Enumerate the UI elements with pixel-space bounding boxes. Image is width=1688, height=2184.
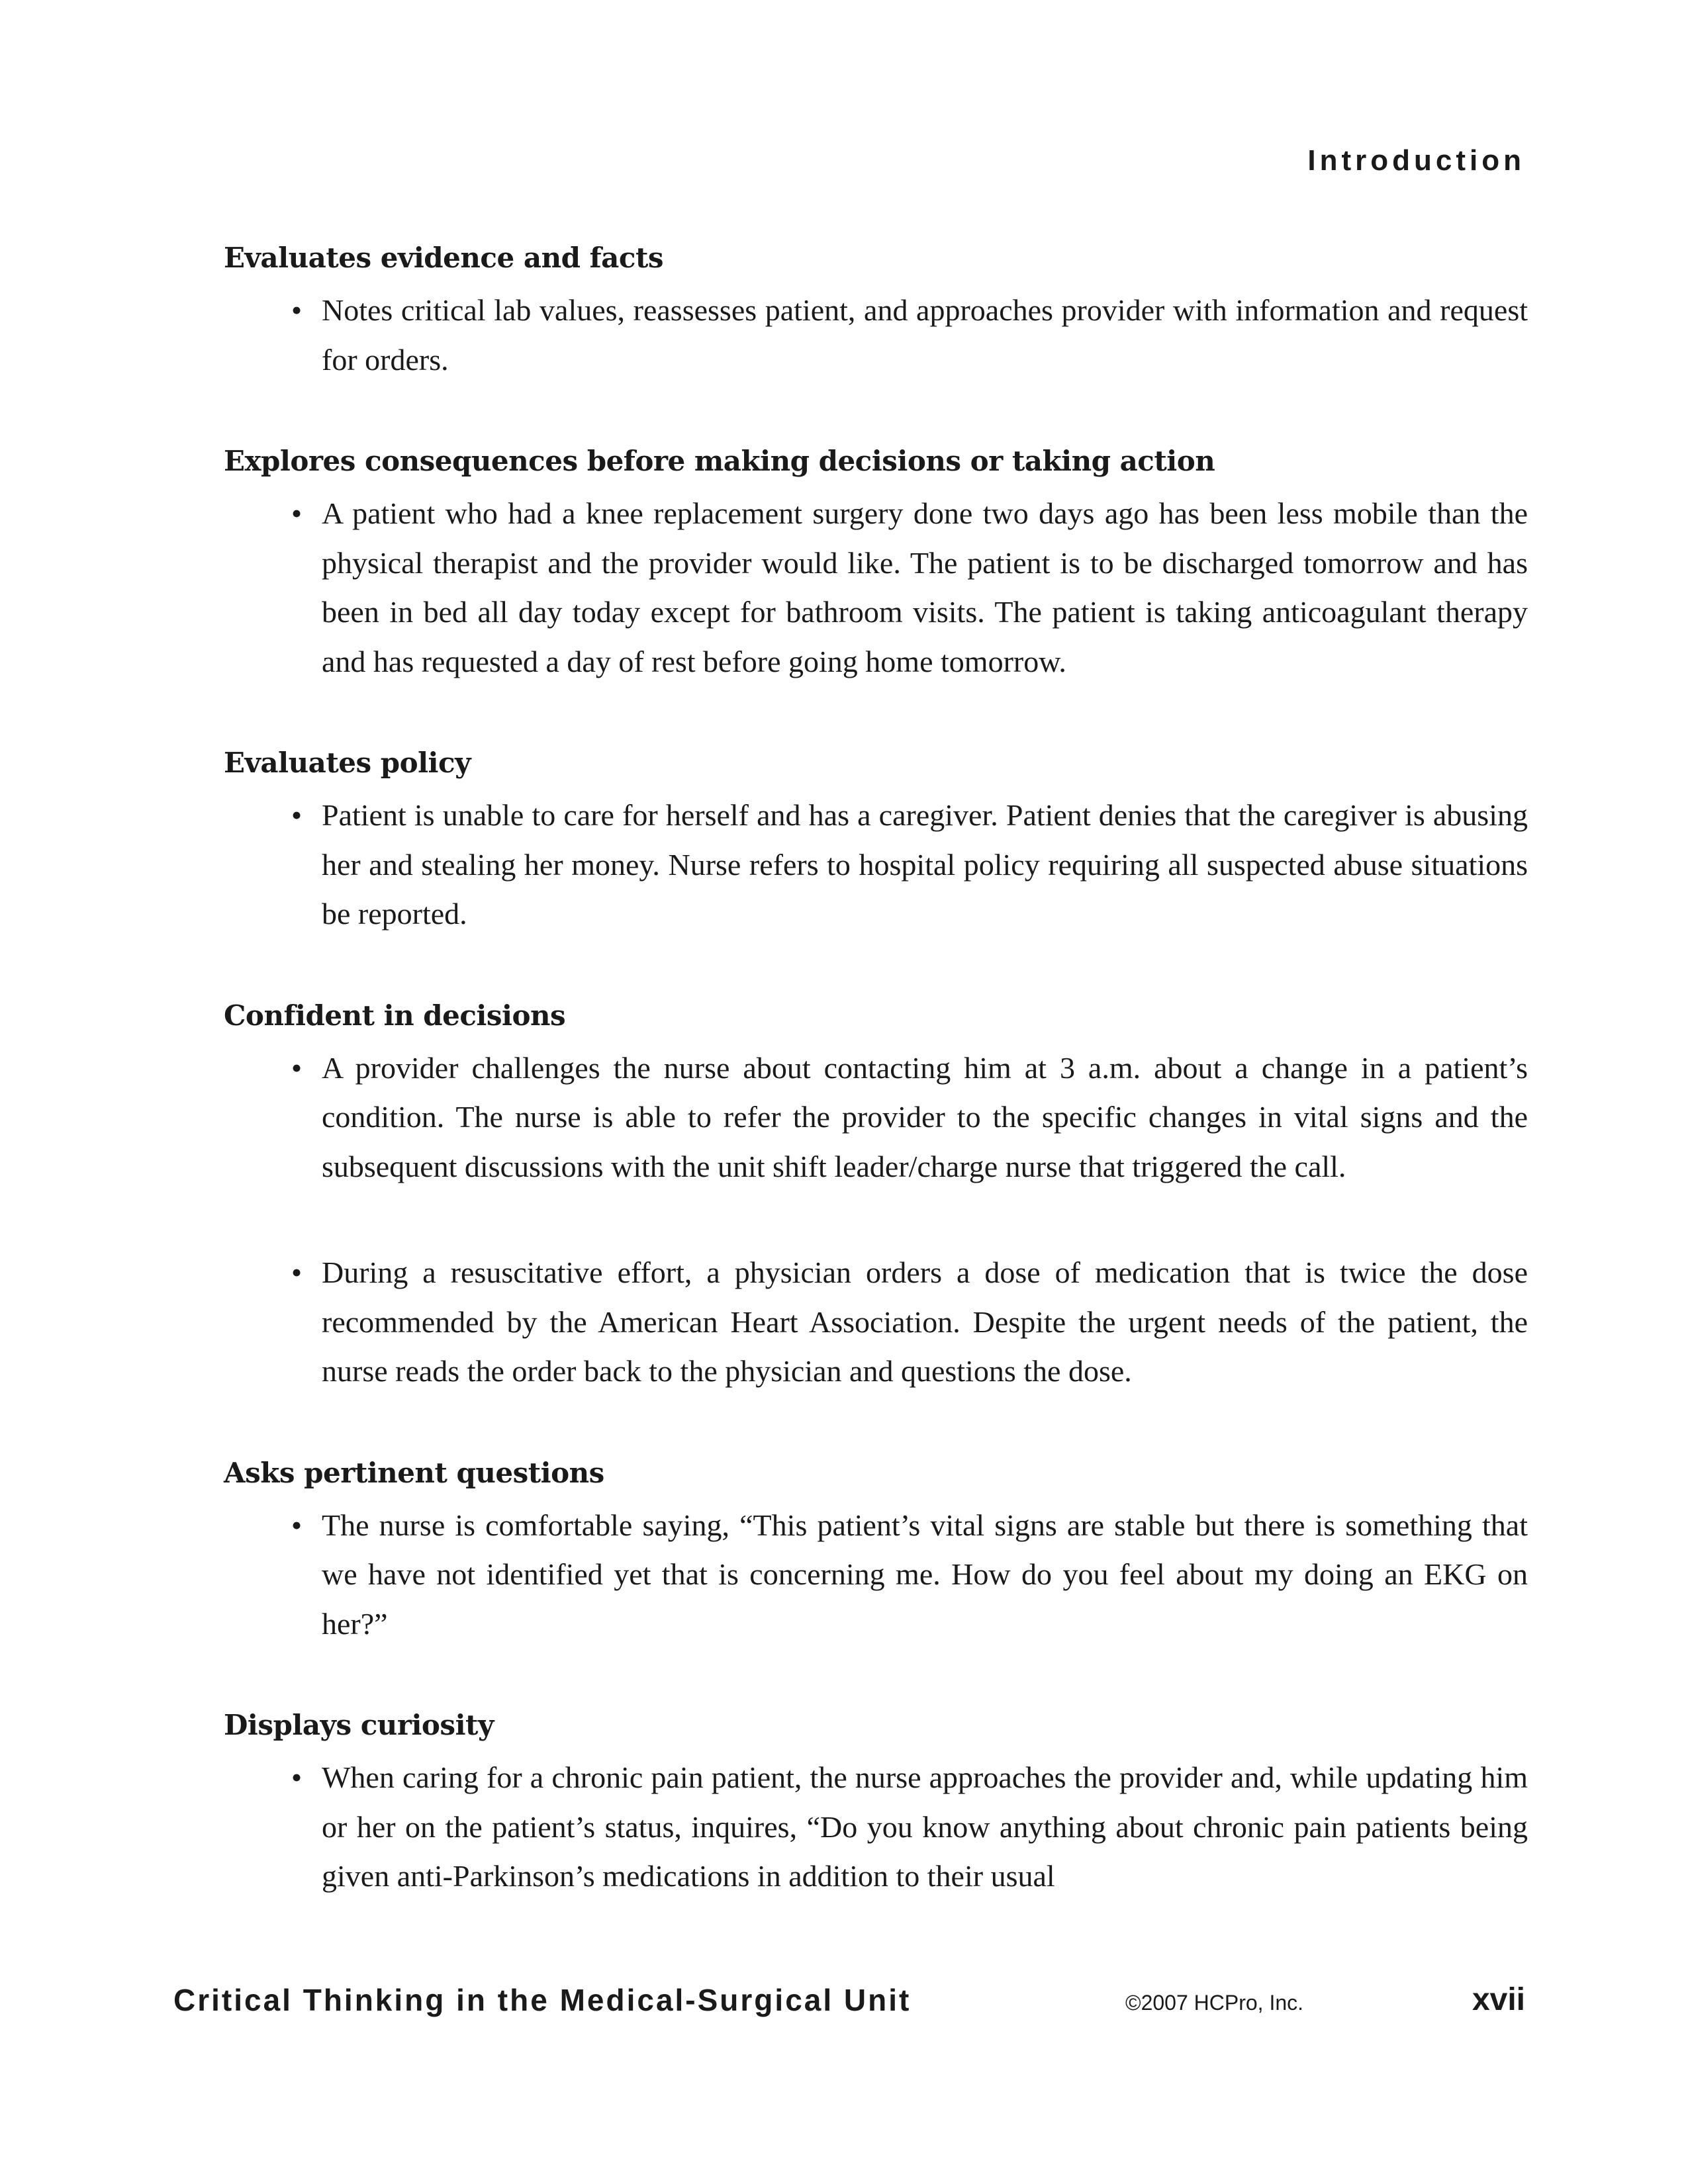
bullet-text: A patient who had a knee replacement surgery done two days ago has been less mobile than the physical therapist and the provider would like. The patient is to be discharged tomorrow and has been in bed all day today except for bathroom visits. The patient is taking anticoagulant therapy and has requested a day of rest before going home tomorrow. bbox=[322, 496, 1528, 678]
bullet-item bbox=[291, 791, 1528, 939]
bullet-item bbox=[291, 1753, 1528, 1901]
bullet-icon: • bbox=[291, 798, 303, 832]
bullet-item bbox=[291, 1501, 1528, 1649]
bullet-icon: • bbox=[291, 496, 303, 530]
section-confident-in-decisions bbox=[224, 996, 1528, 1396]
bullet-item bbox=[291, 286, 1528, 385]
section-displays-curiosity bbox=[224, 1706, 1528, 1901]
bullet-text: A provider challenges the nurse about contacting him at 3 a.m. about a change in a patient’s condition. The nurse is able to refer the provider to the specific changes in vital signs and the subsequent discussions with the unit shift leader/charge nurse that triggered the call. bbox=[322, 1050, 1528, 1183]
section-evaluates-evidence bbox=[224, 238, 1528, 385]
running-head-title: Introduction bbox=[1307, 144, 1525, 177]
bullet-item bbox=[291, 1044, 1528, 1192]
bullet-icon: • bbox=[291, 1255, 303, 1289]
footer-book-title: Critical Thinking in the Medical-Surgical Unit bbox=[173, 1983, 912, 2017]
bullet-icon: • bbox=[291, 1760, 303, 1794]
bullet-icon: • bbox=[291, 1050, 303, 1085]
bullet-item bbox=[291, 489, 1528, 686]
footer-copyright: ©2007 HCPro, Inc. bbox=[1125, 1991, 1304, 2015]
section-evaluates-policy bbox=[224, 743, 1528, 939]
bullet-text: Notes critical lab values, reassesses patient, and approaches provider with information and request for orders. bbox=[322, 293, 1528, 377]
bullet-text: Patient is unable to care for herself and has a caregiver. Patient denies that the caregiver is abusing her and stealing her money. Nurse refers to hospital policy requiring all suspected abuse situations be reported. bbox=[322, 798, 1528, 931]
page-number: xvii bbox=[1472, 1982, 1525, 2017]
bullet-text: When caring for a chronic pain patient, the nurse approaches the provider and, while updating him or her on the patient’s status, inquires, “Do you know anything about chronic pain patients being given anti-Parkinson’s medications in addition to their usual bbox=[322, 1760, 1528, 1893]
section-heading: Explores consequences before making decisions or taking action bbox=[224, 445, 1215, 477]
bullet-item bbox=[291, 1248, 1528, 1396]
page-body bbox=[224, 238, 1528, 1901]
section-heading: Displays curiosity bbox=[224, 1709, 494, 1741]
section-explores-consequences bbox=[224, 441, 1528, 686]
section-heading: Evaluates policy bbox=[224, 747, 471, 779]
section-heading: Confident in decisions bbox=[224, 999, 566, 1032]
section-asks-pertinent-questions bbox=[224, 1453, 1528, 1649]
bullet-text: During a resuscitative effort, a physician orders a dose of medication that is twice the dose recommended by the American Heart Association. Despite the urgent needs of the patient, the nurse reads the order back to the physician and questions the dose. bbox=[322, 1255, 1528, 1388]
bullet-icon: • bbox=[291, 293, 303, 327]
section-heading: Evaluates evidence and facts bbox=[224, 242, 663, 274]
bullet-icon: • bbox=[291, 1508, 303, 1542]
section-heading: Asks pertinent questions bbox=[224, 1456, 604, 1489]
bullet-text: The nurse is comfortable saying, “This patient’s vital signs are stable but there is something that we have not identified yet that is concerning me. How do you feel about my doing an EKG on her?” bbox=[322, 1508, 1528, 1641]
